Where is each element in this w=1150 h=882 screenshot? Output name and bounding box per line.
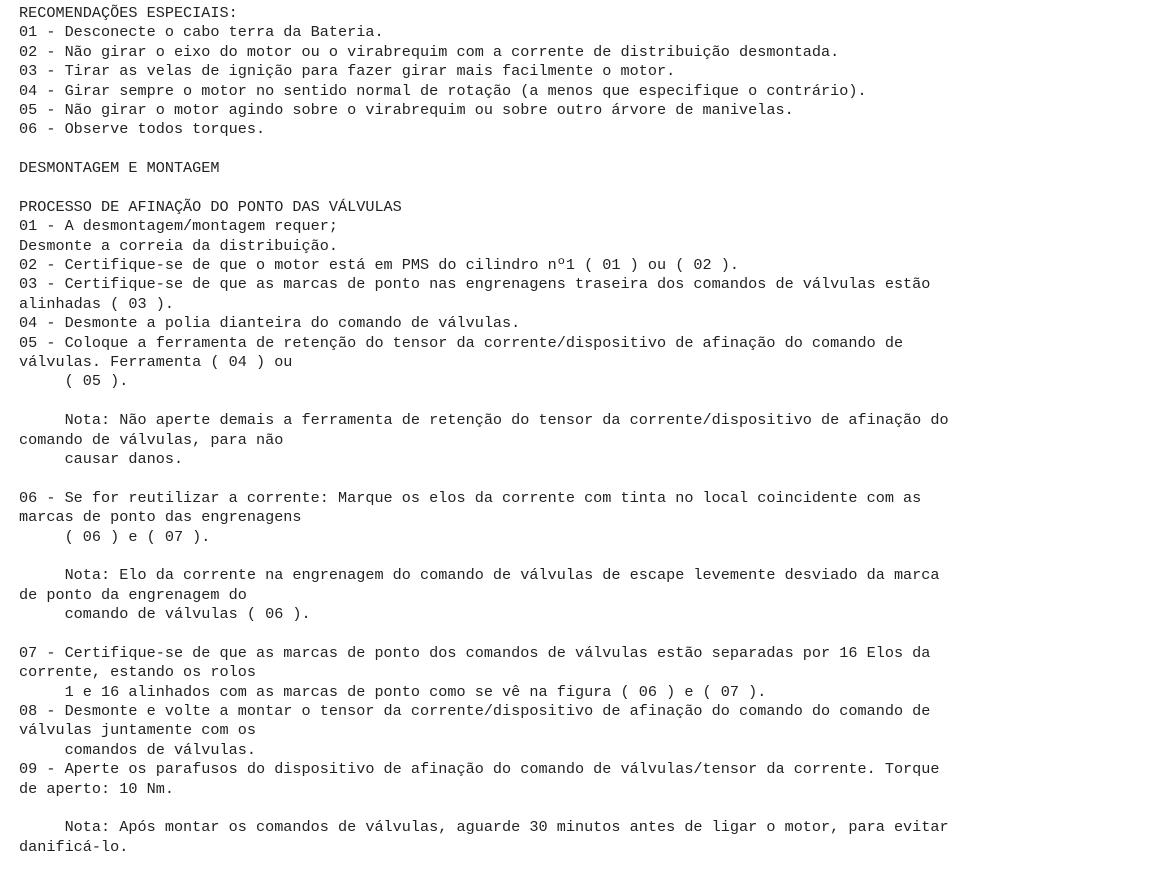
text-line [19, 625, 1139, 644]
text-line [19, 799, 1139, 818]
text-line: 03 - Certifique-se de que as marcas de ponto nas engrenagens traseira dos comandos de válvulas estão [19, 275, 931, 294]
text-line: PROCESSO DE AFINAÇÃO DO PONTO DAS VÁLVULAS [19, 197, 402, 216]
text-line: 03 - Tirar as velas de ignição para fazer girar mais facilmente o motor. [19, 62, 676, 81]
text-line: ( 06 ) e ( 07 ). [19, 527, 211, 546]
text-line: Desmonte a correia da distribuição. [19, 236, 338, 255]
text-line: 06 - Observe todos torques. [19, 120, 266, 139]
text-line: RECOMENDAÇÕES ESPECIAIS: [19, 4, 238, 22]
text-line: 02 - Não girar o eixo do motor ou o virabrequim com a corrente de distribuição desmontada. [19, 42, 840, 61]
text-line: comando de válvulas ( 06 ). [19, 605, 311, 624]
text-line: comandos de válvulas. [19, 740, 256, 759]
text-line [19, 469, 1139, 488]
text-line: causar danos. [19, 449, 184, 468]
text-line [19, 392, 1139, 411]
text-line: marcas de ponto das engrenagens [19, 508, 302, 527]
text-line: válvulas. Ferramenta ( 04 ) ou [19, 353, 293, 372]
text-line: 01 - Desconecte o cabo terra da Bateria. [19, 23, 384, 42]
text-line [19, 140, 1139, 159]
text-line: 08 - Desmonte e volte a montar o tensor da corrente/dispositivo de afinação do comando do comando de [19, 702, 931, 721]
text-line: 07 - Certifique-se de que as marcas de ponto dos comandos de válvulas estão separadas por 16 Elos da [19, 643, 931, 662]
text-line: Nota: Não aperte demais a ferramenta de retenção do tensor da corrente/dispositivo de afinação do [19, 411, 949, 430]
text-line: 04 - Girar sempre o motor no sentido normal de rotação (a menos que especifique o contrário). [19, 81, 867, 100]
text-line: 05 - Não girar o motor agindo sobre o virabrequim ou sobre outro árvore de manivelas. [19, 100, 794, 119]
text-line: ( 05 ). [19, 372, 129, 391]
text-line: 09 - Aperte os parafusos do dispositivo de afinação do comando de válvulas/tensor da corrente. Torque [19, 760, 940, 779]
text-line: alinhadas ( 03 ). [19, 294, 174, 313]
text-line [19, 179, 1139, 198]
text-line: 01 - A desmontagem/montagem requer; [19, 217, 338, 236]
text-line: danificá-lo. [19, 837, 129, 856]
text-line: Nota: Após montar os comandos de válvulas, aguarde 30 minutos antes de ligar o motor, para evitar [19, 818, 949, 837]
text-line: DESMONTAGEM E MONTAGEM [19, 159, 220, 178]
text-line [19, 547, 1139, 566]
text-line: 1 e 16 alinhados com as marcas de ponto como se vê na figura ( 06 ) e ( 07 ). [19, 682, 767, 701]
text-line: de aperto: 10 Nm. [19, 779, 174, 798]
text-line: corrente, estando os rolos [19, 663, 256, 682]
text-line: 06 - Se for reutilizar a corrente: Marque os elos da corrente com tinta no local coincidente com as [19, 488, 922, 507]
text-line: válvulas juntamente com os [19, 721, 256, 740]
text-line: Nota: Elo da corrente na engrenagem do comando de válvulas de escape levemente desviado da marca [19, 566, 940, 585]
text-line: de ponto da engrenagem do [19, 585, 247, 604]
text-line: comando de válvulas, para não [19, 430, 284, 449]
text-line: 02 - Certifique-se de que o motor está em PMS do cilindro nº1 ( 01 ) ou ( 02 ). [19, 256, 740, 275]
text-line: 05 - Coloque a ferramenta de retenção do tensor da corrente/dispositivo de afinação do comando de [19, 333, 904, 352]
document-body [19, 4, 1139, 857]
text-line: 04 - Desmonte a polia dianteira do comando de válvulas. [19, 314, 521, 333]
